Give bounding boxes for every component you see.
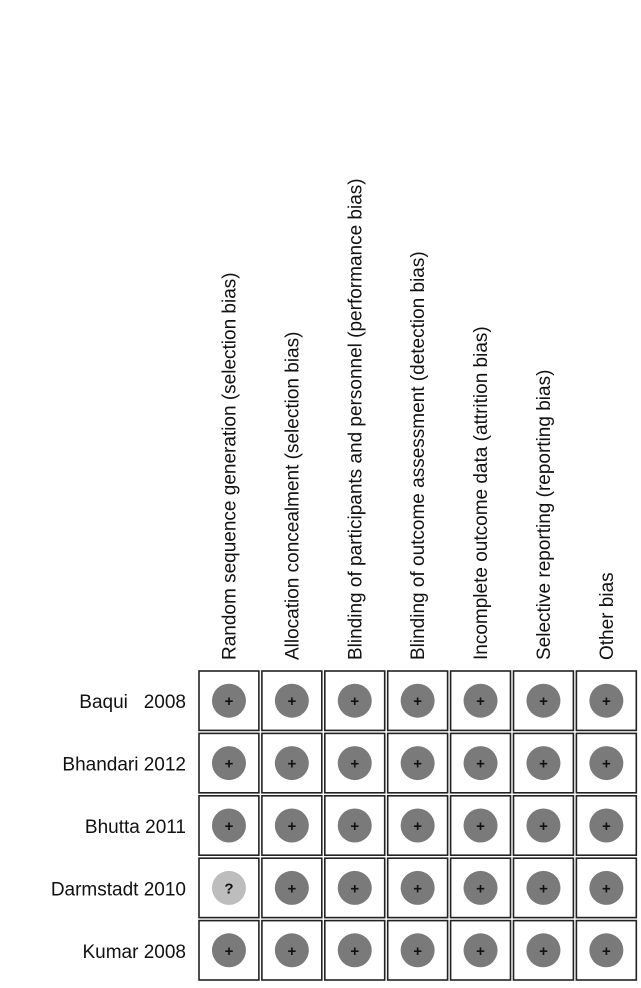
column-label-2: Allocation concealment (selection bias) bbox=[282, 331, 304, 660]
study-label: Darmstadt 2010 bbox=[50, 879, 186, 901]
judgement-low-symbol: + bbox=[287, 693, 297, 711]
judgement-low-symbol: + bbox=[413, 942, 423, 960]
judgement-low-symbol: + bbox=[350, 880, 360, 898]
judgement-low-symbol: + bbox=[413, 693, 423, 711]
judgement-low-symbol: + bbox=[350, 755, 360, 773]
judgement-low-symbol: + bbox=[476, 880, 485, 898]
judgement-low-symbol: + bbox=[350, 818, 360, 835]
judgement-low-symbol: + bbox=[539, 880, 548, 898]
judgement-low-symbol: + bbox=[413, 818, 423, 835]
judgement-low-symbol: + bbox=[224, 693, 234, 711]
study-label: Kumar 2008 bbox=[82, 941, 186, 963]
column-label-1: Random sequence generation (selection bias) bbox=[219, 272, 241, 660]
judgement-low-symbol: + bbox=[350, 942, 360, 960]
judgement-low-symbol: + bbox=[601, 880, 611, 898]
judgement-low-symbol: + bbox=[539, 693, 548, 711]
judgement-low-symbol: + bbox=[539, 755, 548, 773]
judgement-low-symbol: + bbox=[350, 693, 360, 711]
study-label: Baqui 2008 bbox=[79, 692, 186, 714]
column-label-5: Incomplete outcome data (attrition bias) bbox=[471, 326, 493, 660]
judgement-low-symbol: + bbox=[476, 755, 485, 773]
study-label: Bhutta 2011 bbox=[84, 817, 186, 838]
judgement-low-symbol: + bbox=[224, 818, 234, 835]
judgement-low-symbol: + bbox=[601, 755, 611, 773]
judgement-low-symbol: + bbox=[539, 818, 548, 835]
judgement-low-symbol: + bbox=[601, 818, 611, 835]
judgement-low-symbol: + bbox=[539, 942, 548, 960]
judgement-low-symbol: + bbox=[287, 818, 297, 835]
judgement-low-symbol: + bbox=[287, 755, 297, 773]
judgement-low-symbol: + bbox=[476, 818, 485, 835]
row-labels bbox=[51, 692, 186, 963]
judgement-grid bbox=[199, 671, 636, 980]
judgement-low-symbol: + bbox=[287, 942, 297, 960]
judgement-low-symbol: + bbox=[476, 693, 485, 711]
judgement-low-symbol: + bbox=[601, 693, 611, 711]
judgement-low-symbol: + bbox=[601, 942, 611, 960]
column-label-4: Blinding of outcome assessment (detection bias) bbox=[408, 251, 430, 660]
judgement-unclear-symbol: ? bbox=[224, 880, 234, 898]
judgement-low-symbol: + bbox=[413, 880, 423, 898]
judgement-low-symbol: + bbox=[224, 942, 234, 960]
column-label-7: Other bias bbox=[596, 572, 618, 660]
column-labels bbox=[219, 178, 617, 660]
study-label: Bhandari 2012 bbox=[62, 754, 186, 776]
column-label-3: Blinding of participants and personnel (performance bias) bbox=[345, 178, 367, 660]
judgement-low-symbol: + bbox=[287, 880, 297, 898]
judgement-low-symbol: + bbox=[476, 942, 485, 960]
judgement-low-symbol: + bbox=[413, 755, 423, 773]
column-label-6: Selective reporting (reporting bias) bbox=[533, 369, 555, 660]
judgement-low-symbol: + bbox=[224, 755, 234, 773]
